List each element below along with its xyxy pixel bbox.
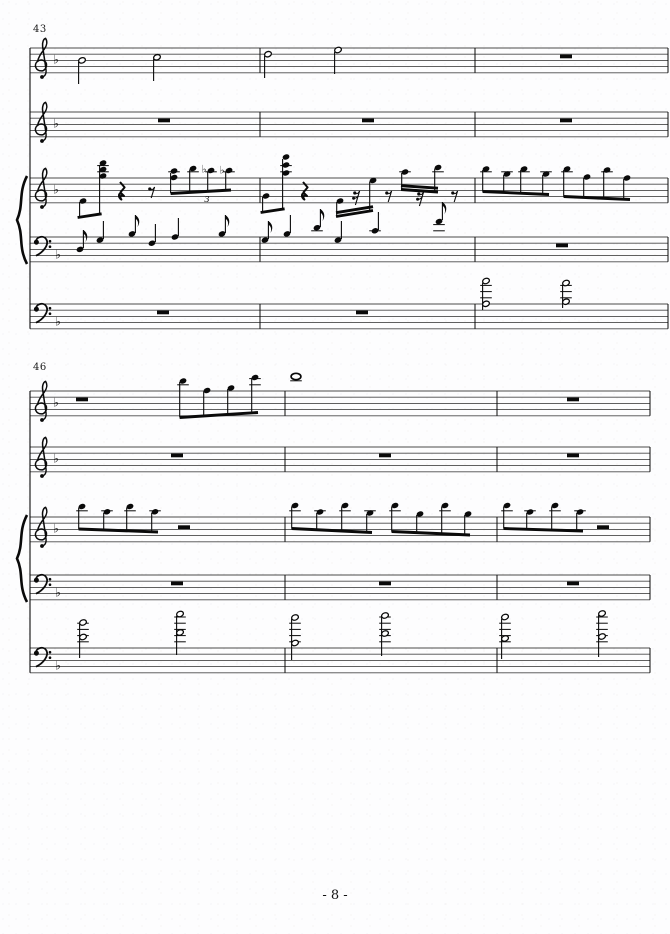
key-signature-flat: ♭: [53, 451, 59, 466]
system-1-staff-3: [30, 168, 668, 209]
system-1-notes: [76, 46, 631, 314]
system-2-staff-1: [30, 381, 650, 422]
key-signature-flat: ♭: [53, 182, 59, 197]
key-signature-flat: ♭: [55, 585, 61, 600]
system-2: [17, 373, 650, 673]
key-signature-flat: ♭: [53, 116, 59, 131]
bass-clef-icon: [34, 575, 51, 594]
system-2-staff-5: [30, 648, 650, 673]
key-signature-flat: ♭: [55, 314, 61, 329]
page-number: - 8 -: [322, 888, 348, 903]
bass-clef-icon: [34, 648, 51, 667]
svg-text:♭: ♭: [201, 163, 207, 176]
bass-clef-icon: [34, 304, 51, 323]
measure-number-first-system: 43: [33, 24, 47, 35]
key-signature-flat: ♭: [53, 395, 59, 410]
system-2-staff-2: [30, 437, 650, 478]
key-signature-flat: ♭: [53, 52, 59, 67]
piano-brace: [17, 176, 27, 264]
svg-text:3: 3: [204, 195, 210, 205]
piano-brace: [17, 515, 27, 602]
system-1-staff-5: [30, 304, 668, 329]
svg-text:♭: ♭: [219, 164, 225, 177]
system-2-staff-4: [30, 575, 650, 600]
bass-clef-icon: [34, 237, 51, 256]
system-1-staff-2: [30, 102, 668, 142]
system-1-staff-4: [30, 237, 668, 262]
measure-number-second-system: 46: [33, 362, 47, 373]
system-1-staff-1: [30, 38, 668, 79]
key-signature-flat: ♭: [55, 658, 61, 673]
system-1: [17, 38, 668, 328]
key-signature-flat: ♭: [53, 521, 59, 536]
key-signature-flat: ♭: [55, 247, 61, 262]
system-2-staff-3: [30, 507, 650, 548]
